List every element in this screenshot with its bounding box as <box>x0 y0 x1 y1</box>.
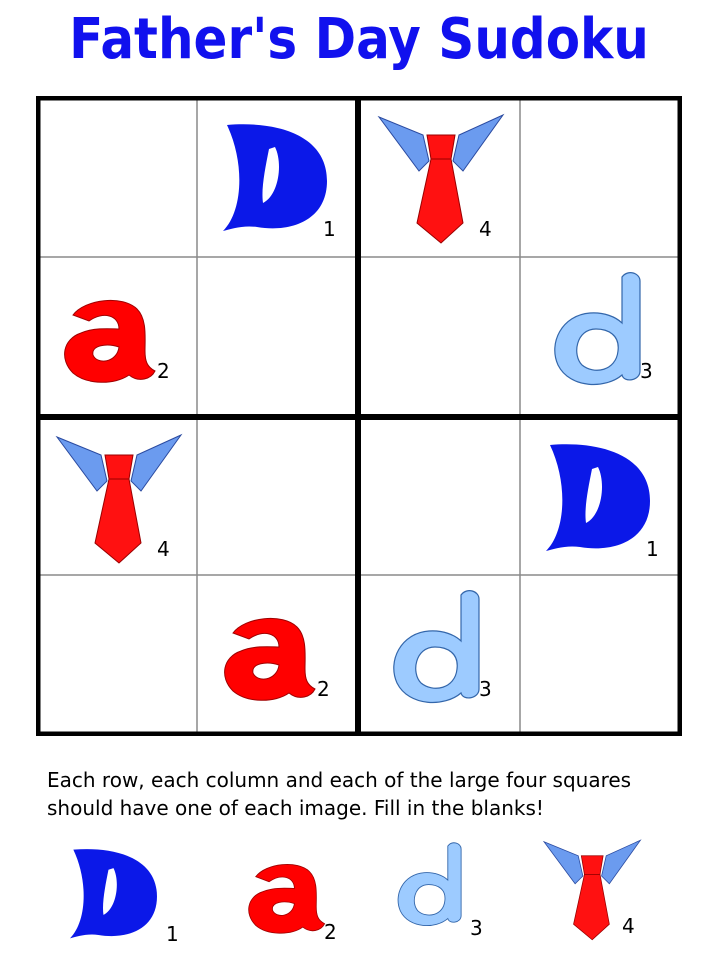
sudoku-cell-blank[interactable] <box>39 577 199 735</box>
sudoku-cell-filled[interactable] <box>361 99 521 257</box>
key-number: 4 <box>622 914 635 938</box>
piece-number: 4 <box>479 217 492 241</box>
sudoku-board <box>36 96 682 736</box>
instructions <box>47 766 707 822</box>
key-item <box>396 840 566 950</box>
sudoku-cell-filled[interactable] <box>199 99 359 257</box>
sudoku-cell-filled[interactable] <box>39 419 199 577</box>
small-a-icon <box>244 858 328 934</box>
instructions-line-2: should have one of each image. Fill in the blanks! <box>47 796 544 820</box>
sudoku-cell-filled[interactable] <box>39 259 199 417</box>
page-title: Father's Day Sudoku <box>69 6 649 72</box>
instructions-line-1: Each row, each column and each of the large four squares <box>47 768 632 792</box>
piece-number: 1 <box>646 537 659 561</box>
sudoku-cell-blank[interactable] <box>361 419 521 577</box>
sudoku-cell-blank[interactable] <box>361 259 521 417</box>
key-item <box>236 840 406 950</box>
key-number: 1 <box>166 922 179 946</box>
sudoku-cell-blank[interactable] <box>522 577 682 735</box>
piece-number: 3 <box>640 359 653 383</box>
sudoku-cell-filled[interactable] <box>199 577 359 735</box>
small-a-icon <box>219 611 319 701</box>
piece-number: 4 <box>157 537 170 561</box>
piece-number: 2 <box>317 677 330 701</box>
piece-number: 1 <box>323 217 336 241</box>
key-item <box>544 840 714 950</box>
piece-number: 2 <box>157 359 170 383</box>
small-d-icon <box>391 589 491 709</box>
key-item <box>70 840 240 950</box>
sudoku-cell-filled[interactable] <box>361 577 521 735</box>
small-d-icon <box>552 271 652 391</box>
key-number: 3 <box>470 916 483 940</box>
big-d-icon <box>546 443 656 553</box>
big-d-icon <box>223 123 333 233</box>
sudoku-cell-blank[interactable] <box>199 419 359 577</box>
sudoku-cell-blank[interactable] <box>522 99 682 257</box>
sudoku-cell-filled[interactable] <box>522 259 682 417</box>
small-a-icon <box>59 293 159 383</box>
key-number: 2 <box>324 920 337 944</box>
sudoku-cell-blank[interactable] <box>39 99 199 257</box>
big-d-icon <box>70 848 162 940</box>
small-d-icon <box>396 840 470 932</box>
sudoku-cell-blank[interactable] <box>199 259 359 417</box>
sudoku-cell-filled[interactable] <box>522 419 682 577</box>
piece-number: 3 <box>479 677 492 701</box>
